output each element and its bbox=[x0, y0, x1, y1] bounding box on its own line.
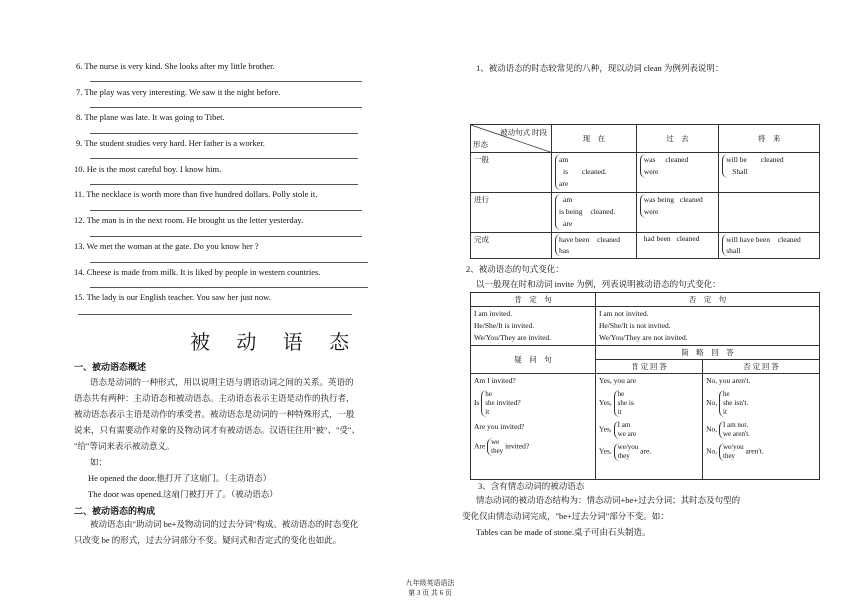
header-negative: 否 定 句 bbox=[596, 293, 820, 307]
word: it bbox=[723, 408, 727, 416]
cell-present-simple bbox=[552, 153, 637, 193]
form-text: cleaned bbox=[760, 155, 784, 164]
word: am bbox=[621, 421, 631, 429]
form-text: cleaned bbox=[679, 195, 703, 204]
word: it bbox=[485, 408, 490, 416]
answer-line bbox=[90, 81, 362, 82]
footer-title: 九年级英语语法 bbox=[405, 579, 455, 587]
answer-line bbox=[90, 158, 358, 159]
page-number: 第 3 页 共 6 页 bbox=[408, 589, 452, 597]
example-line: He opened the door.他打开了这扇门。（主动语态） bbox=[88, 473, 272, 483]
example-line: The door was opened.这扇门被打开了。（被动语态） bbox=[88, 489, 278, 499]
word: No, bbox=[706, 398, 718, 408]
answer-line bbox=[90, 210, 362, 211]
word: she bbox=[485, 399, 495, 407]
form-text: were bbox=[643, 167, 659, 176]
answer-line bbox=[90, 133, 358, 134]
cell-future-simple bbox=[719, 153, 820, 193]
form-text: were bbox=[643, 207, 659, 216]
word: it bbox=[617, 408, 622, 416]
word: they bbox=[491, 447, 504, 455]
corner-bottom-label: 形态 bbox=[473, 140, 488, 149]
word: invited? bbox=[505, 441, 530, 451]
word: we aren't. bbox=[723, 430, 750, 438]
answer-line bbox=[90, 107, 362, 108]
exercise-item: 7. The play was very interesting. We saw it the night before. bbox=[76, 87, 281, 97]
paragraph-line: 被动语态由"助动词 be+及物动词的过去分词"构成。被动语态的时态变化 bbox=[90, 519, 359, 529]
word: Yes, bbox=[599, 424, 612, 434]
affirmative-cell bbox=[471, 307, 596, 346]
exercise-item: 14. Cheese is made from milk. It is liked by people in western countries. bbox=[74, 267, 321, 277]
word: Yes, bbox=[599, 398, 612, 408]
sentence: I am not invited. bbox=[599, 309, 649, 318]
form-text: cleaned bbox=[665, 155, 689, 164]
form-text: was being bbox=[643, 195, 674, 204]
sentence: Am I invited? bbox=[474, 376, 516, 385]
sentence: Are you invited? bbox=[474, 422, 525, 431]
header-no: 否 定 回 答 bbox=[703, 360, 820, 374]
cell-present-perfect bbox=[552, 233, 637, 259]
form-text: are bbox=[563, 219, 573, 228]
form-text: was bbox=[643, 155, 656, 164]
sentence: He/She/It is not invited. bbox=[599, 321, 671, 330]
word: they bbox=[617, 452, 630, 460]
word: are. bbox=[640, 446, 652, 456]
corner-top-label: 被动句式 时段 bbox=[500, 128, 547, 137]
header-past: 过 去 bbox=[636, 125, 718, 153]
header-question: 疑 问 句 bbox=[471, 346, 596, 374]
sentence: He/She/It is invited. bbox=[474, 321, 535, 330]
form-text: shall bbox=[726, 246, 741, 255]
paragraph-line: "给"等词来表示被动意义。 bbox=[74, 441, 175, 451]
section-body bbox=[462, 492, 802, 540]
form-text: had been bbox=[643, 234, 671, 243]
word: No, bbox=[706, 424, 718, 434]
tense-table bbox=[470, 124, 820, 259]
answer-line bbox=[90, 262, 368, 263]
example-line: Tables can be made of stone.桌子可由石头制造。 bbox=[476, 527, 651, 537]
header-affirmative: 肯 定 句 bbox=[471, 293, 596, 307]
word: we/you bbox=[617, 443, 639, 451]
cell-past-simple bbox=[636, 153, 718, 193]
exercise-item: 10. He is the most careful boy. I know him. bbox=[74, 164, 222, 174]
cell-past-perfect bbox=[636, 233, 718, 259]
form-text: will be bbox=[726, 155, 747, 164]
word: Are bbox=[474, 441, 486, 451]
form-text: has bbox=[559, 246, 569, 255]
word: No, bbox=[706, 446, 718, 456]
word: we bbox=[491, 438, 500, 446]
section-body bbox=[74, 374, 404, 502]
word: aren't. bbox=[745, 446, 764, 456]
row-label: 一般 bbox=[471, 153, 552, 193]
form-text: cleaned. bbox=[581, 167, 607, 176]
intro-line: 2、被动语态的句式变化： bbox=[466, 264, 564, 274]
answer-line bbox=[90, 287, 368, 288]
form-text: cleaned bbox=[777, 235, 801, 244]
paragraph-line: 语态是动词的一种形式，用以说明主语与谓语动词之间的关系。英语的 bbox=[90, 377, 354, 387]
header-present: 现 在 bbox=[552, 125, 637, 153]
exercise-item: 13. We met the woman at the gate. Do you know her ? bbox=[74, 241, 259, 251]
intro-line: 1、被动语态的时态较常见的八种，现以动词 clean 为例列表说明： bbox=[476, 63, 724, 73]
intro-line: 以一般现在时和动词 invite 为例，列表说明被动语态的句式变化： bbox=[476, 279, 721, 289]
section-heading: 3、含有情态动词的被动语态 bbox=[478, 481, 585, 491]
exercise-item: 15. The lady is our English teacher. You saw her just now. bbox=[74, 292, 271, 302]
form-text: am bbox=[563, 195, 573, 204]
section-body bbox=[74, 516, 414, 548]
exercise-item: 6. The nurse is very kind. She looks after my little brother. bbox=[76, 61, 275, 71]
word: he bbox=[617, 390, 625, 398]
word: she bbox=[617, 399, 628, 407]
exercise-item: 12. The man is in the next room. He brought us the letter yesterday. bbox=[74, 215, 304, 225]
word: isn't. bbox=[734, 398, 749, 408]
no-answer-cell bbox=[703, 374, 820, 480]
form-text: is bbox=[563, 167, 569, 176]
paragraph-line: 语态共有两种：主动语态和被动语态。主动语态表示主语是动作的执行者， bbox=[74, 393, 355, 403]
negative-cell bbox=[596, 307, 820, 346]
word: Yes, bbox=[599, 446, 612, 456]
sentence-pattern-table bbox=[470, 292, 820, 480]
sentence: I am invited. bbox=[474, 309, 513, 318]
word: I am not. bbox=[723, 421, 749, 429]
form-text: have been bbox=[559, 235, 590, 244]
form-text: is being bbox=[559, 207, 583, 216]
header-future: 将 来 bbox=[719, 125, 820, 153]
form-text: cleaned. bbox=[590, 207, 616, 216]
word: she bbox=[723, 399, 733, 407]
yes-answer-cell bbox=[596, 374, 703, 480]
word: Is bbox=[474, 398, 480, 408]
answer-line bbox=[78, 314, 352, 315]
cell-future-perfect bbox=[719, 233, 820, 259]
form-text: am bbox=[559, 155, 569, 164]
word: we/you bbox=[723, 443, 744, 451]
paragraph-line: 说来，只有需要动作对象的及物动词才有被动语态。汉语往往用"被"、"受"、 bbox=[74, 425, 360, 435]
paragraph-line: 变化仅由情态动词完成，"be+过去分词"部分不变。如： bbox=[462, 511, 669, 521]
word: they bbox=[723, 452, 736, 460]
answer-line bbox=[90, 184, 358, 185]
cell-past-progressive bbox=[636, 193, 718, 233]
row-label: 完成 bbox=[471, 233, 552, 259]
paragraph-line: 情态动词的被动语态结构为：情态动词+be+过去分词；其时态及句型的 bbox=[476, 495, 741, 505]
sentence: We/You/They are invited. bbox=[474, 333, 552, 342]
form-text: cleaned bbox=[676, 234, 700, 243]
word: he bbox=[485, 390, 492, 398]
form-text: will have been bbox=[726, 235, 770, 244]
header-yes: 肯 定 回 答 bbox=[596, 360, 703, 374]
cell-present-progressive bbox=[552, 193, 637, 233]
word: he bbox=[723, 390, 730, 398]
row-label: 进行 bbox=[471, 193, 552, 233]
word: invited? bbox=[496, 398, 521, 408]
form-text: are bbox=[559, 179, 569, 188]
section-heading: 一、被动语态概述 bbox=[74, 362, 147, 372]
header-short-answer: 简 略 回 答 bbox=[596, 346, 820, 360]
form-text: Shall bbox=[732, 167, 748, 176]
word: I bbox=[617, 421, 621, 429]
corner-cell bbox=[471, 125, 552, 153]
cell-future-progressive bbox=[719, 193, 820, 233]
word: is bbox=[628, 398, 634, 408]
form-text: cleaned bbox=[597, 235, 620, 244]
page-title: 被 动 语 态 bbox=[190, 330, 360, 354]
paragraph-line: 只改变 be 的形式，过去分词部分不变。疑问式和否定式的变化也如此。 bbox=[74, 535, 342, 545]
word: are bbox=[627, 430, 637, 438]
exercise-item: 8. The plane was late. It was going to Tibet. bbox=[76, 112, 225, 122]
answer-line bbox=[90, 236, 362, 237]
word: we bbox=[617, 430, 626, 438]
exercise-item: 11. The necklace is worth more than five hundred dollars. Polly stole it. bbox=[74, 189, 318, 199]
sentence: Yes, you are bbox=[599, 376, 636, 385]
section-heading: 二、被动语态的构成 bbox=[74, 506, 156, 516]
paragraph-line: 如： bbox=[90, 457, 108, 467]
question-cell bbox=[471, 374, 596, 480]
sentence: No, you aren't. bbox=[706, 376, 751, 385]
exercise-item: 9. The student studies very hard. Her father is a worker. bbox=[76, 138, 265, 148]
paragraph-line: 被动语态表示主语是动作的承受者。被动语态是动词的一种特殊形式，一般 bbox=[74, 409, 355, 419]
sentence: We/You/They are not invited. bbox=[599, 333, 688, 342]
